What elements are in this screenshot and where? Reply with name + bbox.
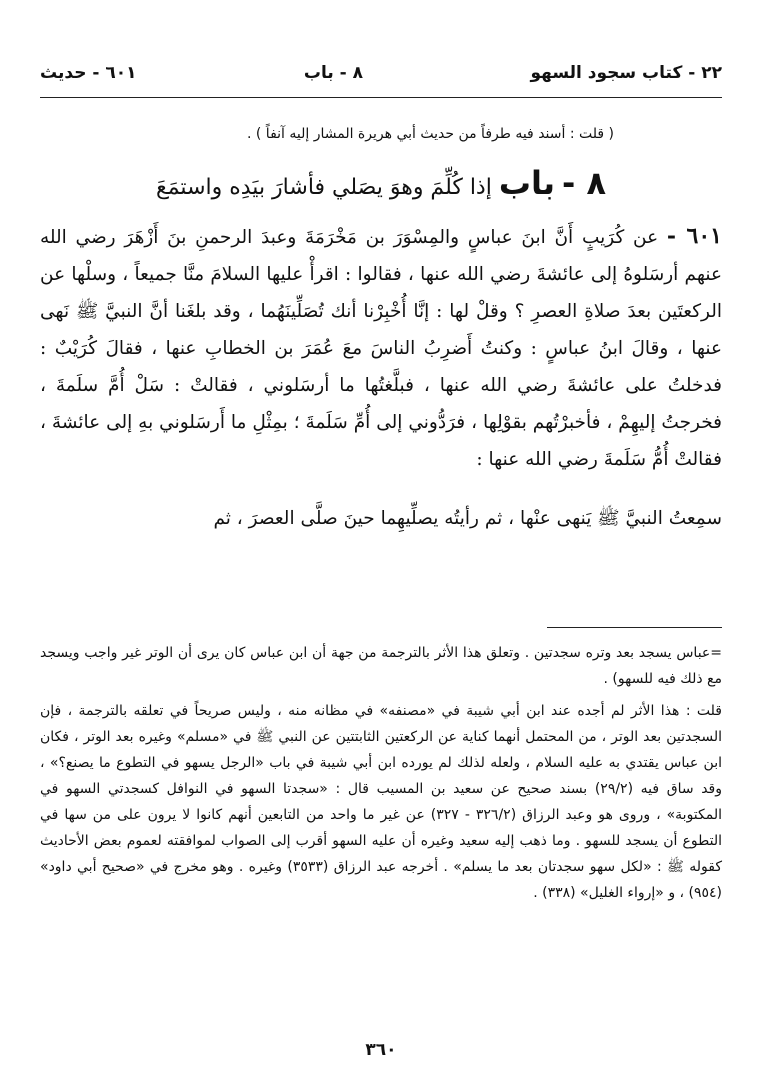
chapter-word: باب xyxy=(498,164,556,202)
header-hadith-number: ٦٠١ - حديث xyxy=(40,63,137,83)
hadith-quote: سمِعتُ النبيَّ ﷺ يَنهى عنْها ، ثم رأيتُه يصلِّيهِما حينَ صلَّى العصرَ ، ثم xyxy=(213,508,722,529)
header-divider xyxy=(40,97,722,98)
footnote-divider xyxy=(547,627,722,628)
header-book-title: ٢٢ - كتاب سجود السهو xyxy=(530,63,722,83)
hadith-body xyxy=(40,218,722,537)
chapter-heading xyxy=(40,164,722,202)
footnote-paragraph: قلت : هذا الأثر لم أجده عند ابن أبي شيبة في «مصنفه» في مظانه منه ، وليس صريحاً في تعلقه بالترجمة ، فإن السجدتين بعد الوتر ، من المحتمل أنهما كناية عن الركعتين الثابتتين عن النبي ﷺ في «مسلم» وغيره بعد الوتر ، فكان ابن عباس يقتدي به عليه السلام ، ولعله لذلك لم يورده ابن أبي شيبة في باب «الرجل يسهو في التطوع ما يصنع؟» ، وقد ساق فيه (٢٩/٢) بسند صحيح عن سعيد بن المسيب قال : «سجدتا السهو في النوافل كسجدتي السهو في المكتوبة» ، وروى هو وعبد الرزاق (٣٢٦/٢ - ٣٢٧) عن غير ما واحد من التابعين أنهم كانوا لا يرون على من سها في التطوع أن يسجد للسهو . وما ذهب إليه سعيد وغيره أن عليه السهو أقرب إلى الصواب لموافقته لعموم بعض الأحاديث كقوله ﷺ : «لكل سهو سجدتان بعد ما يسلم» . أخرجه عبد الرزاق (٣٥٣٣) وغيره . وهو مخرج في «صحيح أبي داود» (٩٥٤) ، و «إرواء الغليل» (٣٣٨) . xyxy=(40,703,723,901)
footnotes xyxy=(40,640,722,912)
chapter-number: ٨ - xyxy=(562,164,606,202)
hadith-text: عن كُرَيبٍ أَنَّ ابنَ عباسٍ والمِسْوَرَ بن مَخْرَمَةَ وعبدَ الرحمنِ بنَ أَزْهَرَ رضي الله عنهم أرسَلوهُ إلى عائشةَ رضي الله عنها ، فقالوا : اقرأْ عليها السلامَ منَّا جميعاً ، وسلْها عن الركعتَين بعدَ صلاةِ العصرِ ؟ وقلْ لها : إنَّا أُخْبِرْنا أنك تُصَلِّينَهُما ، وقد بلغَنا أنَّ النبيَّ ﷺ نَهى عنها ، وقالَ ابنُ عباسٍ : وكنتُ أَضرِبُ الناسَ معَ عُمَرَ بن الخطابِ عنها ، فقالَ كُرَيْبٌ : فدخلتُ على عائشةَ رضي الله عنها ، فبلَّغتُها ما أرسَلوني ، فقالتْ : سَلْ أُمَّ سلَمةَ ، فخرجتُ إليهِمْ ، فأخبرْتُهم بقوْلِها ، فرَدُّوني إلى أُمِّ سَلَمةَ ؛ بمِثْلِ ما أَرسَلوني بهِ إلى عائشةَ ، فقالتْ أُمُّ سَلَمةَ رضي الله عنها : xyxy=(40,227,722,470)
header-chapter: ٨ - باب xyxy=(303,63,364,83)
page-number: ٣٦٠ xyxy=(365,1040,397,1060)
hadith-paragraph xyxy=(40,218,722,478)
running-header xyxy=(40,56,722,90)
editor-note: ( قلت : أسند فيه طرفاً من حديث أبي هريرة المشار إليه آنفاً ) . xyxy=(246,126,614,142)
footnote-paragraph: =عباس يسجد بعد وتره سجدتين . وتعلق هذا الأثر بالترجمة من جهة أن ابن عباس كان يرى أن الوتر غير واجب ويسجد مع ذلك فيه للسهو) . xyxy=(40,645,722,687)
chapter-title: إذا كُلِّمَ وهوَ يصَلي فأشارَ بيَدِه واستمَعَ xyxy=(156,175,492,200)
hadith-number: ٦٠١ - xyxy=(666,223,722,249)
